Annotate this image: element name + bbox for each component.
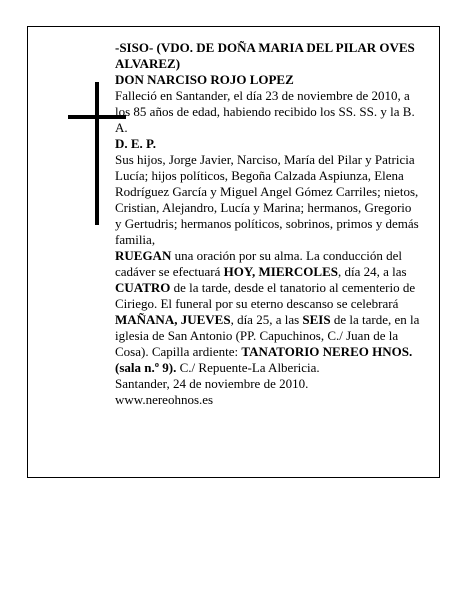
dep-line: D. E. P. <box>115 136 157 151</box>
hoy-miercoles-label: HOY, MIERCOLES <box>223 264 338 279</box>
manana-jueves-label: MAÑANA, JUEVES <box>115 312 231 327</box>
seis-tail-text: de la tarde, en la iglesia de San Antonio (PP. Capuchinos, C./ Juan de la Cosa). Capilla ardiente: <box>115 312 420 359</box>
deceased-name: DON NARCISO ROJO LOPEZ <box>115 72 294 87</box>
cuatro-tail-text: de la tarde, desde el tanatorio al cementerio de Ciriego. El funeral por su eterno descanso se celebrará <box>115 280 416 311</box>
cuatro-label: CUATRO <box>115 280 171 295</box>
seis-label: SEIS <box>302 312 331 327</box>
website: www.nereohnos.es <box>115 392 214 407</box>
ruegan-text: una oración por su alma. La conducción del cadáver se efectuará <box>115 248 403 279</box>
cross-vertical-bar <box>95 82 99 225</box>
family-list: Sus hijos, Jorge Javier, Narciso, María del Pilar y Patricia Lucía; hijos políticos, Begoña Calzada Aspiunza, Elena Rodríguez García y Miguel Angel Gómez Carriles; nietos, Cristian, Alejandro, Lucía y Marina; hermanos, Gregorio y Gertudris; hermanos políticos, sobrinos, primos y demás familia, <box>115 152 419 247</box>
ruegan-label: RUEGAN <box>115 248 172 263</box>
tanatorio-label: TANATORIO NEREO HNOS. (sala n.º 9). <box>115 344 413 375</box>
address-text: C./ Repuente-La Albericia. <box>176 360 320 375</box>
day-25-text: , día 25, a las <box>230 312 303 327</box>
date-line: Santander, 24 de noviembre de 2010. <box>115 376 309 391</box>
death-info: Falleció en Santander, el día 23 de noviembre de 2010, a los 85 años de edad, habiendo recibido los SS. SS. y la B. A. <box>115 88 415 135</box>
day-24-text: , día 24, a las <box>338 264 407 279</box>
obituary-text <box>115 40 420 408</box>
header-line-widow: -SISO- (VDO. DE DOÑA MARIA DEL PILAR OVES ALVAREZ) <box>115 40 415 71</box>
ceremony-paragraph <box>115 248 420 376</box>
